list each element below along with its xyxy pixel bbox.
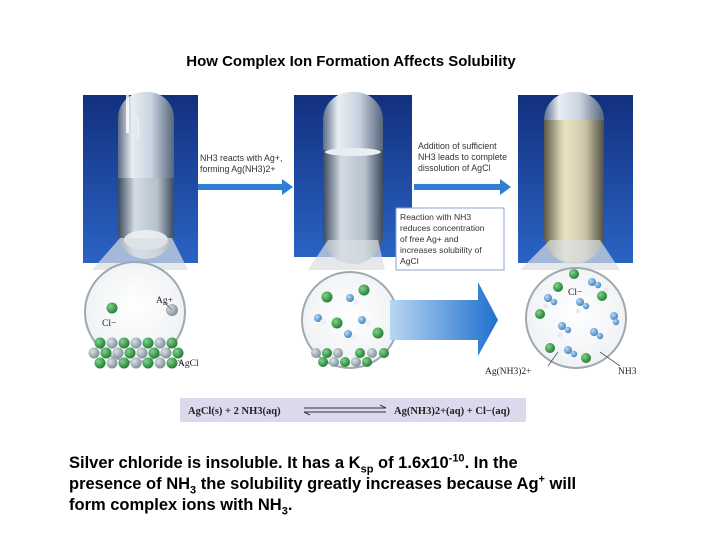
- box-line4: increases solubility of: [400, 245, 482, 255]
- box-line2: reduces concentration: [400, 223, 485, 233]
- free-ag-ion: [107, 303, 118, 314]
- panel-2: [294, 92, 412, 264]
- complex-ion-figure: [80, 90, 640, 430]
- meniscus: [325, 148, 381, 156]
- caption-text: of 1.6x10: [373, 454, 449, 472]
- caption-text: Silver chloride is insoluble. It has a K: [69, 454, 361, 472]
- equation-right: Ag(NH3)2+(aq) + Cl−(aq): [394, 406, 510, 417]
- caption-sup: +: [538, 473, 545, 486]
- box-line1: Reaction with NH3: [400, 212, 472, 222]
- caption-sub: 3: [281, 505, 288, 518]
- caption-text: form complex ions with NH: [69, 496, 282, 514]
- caption-text: . In the: [464, 454, 518, 472]
- page-title: How Complex Ion Formation Affects Solubility: [186, 53, 516, 70]
- box-line3: of free Ag+ and: [400, 234, 459, 244]
- equation-left: AgCl(s) + 2 NH3(aq): [188, 406, 281, 417]
- caption-sub: sp: [360, 463, 374, 476]
- arrow1-text-line1: NH3 reacts with Ag+,: [200, 153, 283, 163]
- caption-text: will: [544, 475, 577, 493]
- label-cl2: Cl−: [568, 288, 583, 298]
- label-agcl: AgCl: [178, 359, 199, 369]
- caption-text: the solubility greatly increases because Ag: [196, 475, 539, 493]
- explanation-box: [396, 208, 504, 270]
- zoom-circle-1: [85, 262, 185, 369]
- arrow-1: [198, 179, 293, 195]
- caption-sup: -10: [448, 452, 465, 465]
- equation-bar: [180, 398, 526, 422]
- arrow2-text-line2: NH3 leads to complete: [418, 152, 507, 162]
- arrow2-text-line1: Addition of sufficient: [418, 141, 497, 151]
- caption-text: .: [287, 496, 293, 514]
- big-arrow: [390, 282, 498, 356]
- caption-text: presence of NH: [69, 475, 191, 493]
- label-complex: Ag(NH3)2+: [485, 367, 532, 377]
- panel-1: [83, 92, 198, 263]
- label-nh3: NH3: [618, 367, 637, 377]
- zoom-circle-2: [302, 272, 398, 368]
- caption: [69, 453, 669, 516]
- label-cl: Cl−: [102, 319, 117, 329]
- arrow2-text-line3: dissolution of AgCl: [418, 163, 491, 173]
- dropper: [126, 95, 129, 133]
- arrow1-text-line2: forming Ag(NH3)2+: [200, 164, 276, 174]
- zoom-circle-3: [526, 268, 626, 368]
- label-ag: Ag+: [156, 296, 173, 306]
- box-line5: AgCl: [400, 256, 419, 266]
- arrow-2: [414, 179, 511, 195]
- caption-sub: 3: [190, 484, 197, 497]
- panel-3: [518, 92, 633, 264]
